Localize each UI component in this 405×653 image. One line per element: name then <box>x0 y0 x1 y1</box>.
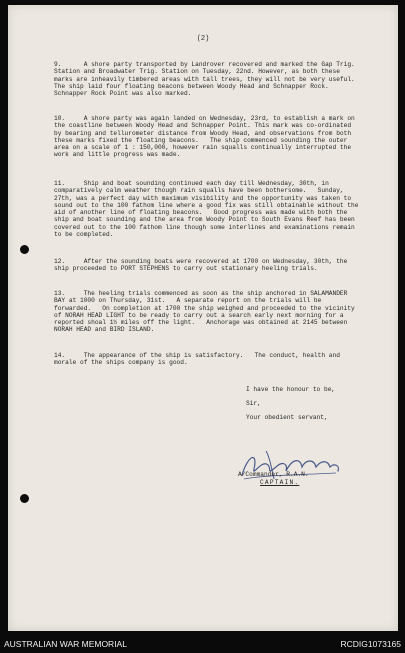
closing-line: Sir, <box>246 400 261 407</box>
paragraph-number: 9. <box>54 61 62 68</box>
punch-hole <box>20 245 29 254</box>
closing-line: I have the honour to be, <box>246 386 336 393</box>
paragraph-text: A shore party was again landed on Wednesday, 23rd, to establish a mark on the coastline between Woody Head and Schnapper Point. This mark was co-ordinated by bearing and tellurometer distance from Woody Head, and observations from both these marks fixed the floating beacons. The ship commenced sounding the outer area on a scale of 1 : 150,000, however rain squalls continually interrupted the work and little progress was made. <box>54 115 359 159</box>
paragraph-number: 11. <box>54 180 66 187</box>
document-page <box>8 5 398 631</box>
paragraph-text: The appearance of the ship is satisfactory. The conduct, health and morale of the ships company is good. <box>54 352 344 367</box>
signature-block <box>236 445 386 501</box>
paragraph-14 <box>54 352 359 367</box>
paragraph-number: 13. <box>54 290 66 297</box>
signature-title: CAPTAIN. <box>260 479 300 486</box>
paragraph-text: The heeling trials commenced as soon as the ship anchored in SALAMANDER BAY at 1000 on Thursday, 31st. A separate report on the trials will be forwarded. On completion at 1700 the ship weighed and proceeded to the vicinity of NORAH HEAD LIGHT to be ready to carry out a search early next morning for a reported shoal 1½ miles off the light. Anchorage was obtained at 2145 between NORAH HEAD and BIRD ISLAND. <box>54 290 359 334</box>
archive-footer <box>0 636 405 653</box>
archive-name: AUSTRALIAN WAR MEMORIAL <box>4 639 127 649</box>
paragraph-number: 10. <box>54 115 66 122</box>
paragraph-11 <box>54 180 363 239</box>
punch-hole <box>20 494 29 503</box>
page-number: (2) <box>196 35 210 43</box>
record-id: RCDIG1073165 <box>340 639 401 649</box>
paragraph-12 <box>54 258 359 273</box>
signature-rank: A/Commander, R.A.N. <box>238 471 309 478</box>
closing-line: Your obedient servant, <box>246 414 328 421</box>
paragraph-text: Ship and boat sounding continued each day till Wednesday, 30th, in comparatively calm weather though rain squalls have been bothersome. Sunday, 27th, was a perfect day with maximum visibility and the opportunity was taken to sound out to the 100 fathom line where a good fix was still obtainable without the aid of another line of floating beacons. Good progress was made with both the ship and boat sounding and the area from Woody Point to South Evans Reef has been covered out to the 100 fathom line though some interlines and examinations remain to be completed. <box>54 180 363 239</box>
paragraph-13 <box>54 290 359 334</box>
paragraph-number: 14. <box>54 352 66 359</box>
paragraph-10 <box>54 115 359 159</box>
paragraph-9 <box>54 61 366 98</box>
handwritten-signature <box>236 445 386 485</box>
paragraph-number: 12. <box>54 258 66 265</box>
closing-block <box>246 386 386 428</box>
paragraph-text: A shore party transported by Landrover recovered and marked the Gap Trig. Station and Broadwater Trig. Station on Tuesday, 22nd. However, as both these marks are inheavily timbered areas with tall trees, they will not be very useful. The ship laid four floating beacons between Woody Head and Schnapper Rock. Schnapper Rock Point was also marked. <box>54 61 366 98</box>
paragraph-text: After the sounding boats were recovered at 1700 on Wednesday, 30th, the ship proceeded to PORT STEPHENS to carry out stationary heeling trials. <box>54 258 352 273</box>
